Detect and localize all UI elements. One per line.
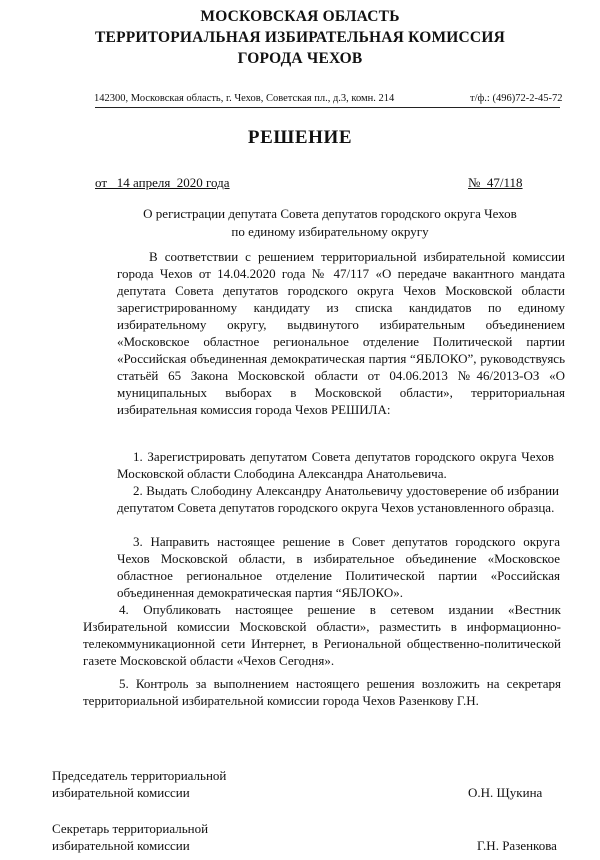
chair-title	[52, 767, 226, 801]
document-subject	[100, 205, 560, 241]
chair-name: О.Н. Щукина	[468, 785, 543, 800]
org-address: 142300, Московская область, г. Чехов, Советская пл., д.3, комн. 214	[94, 93, 395, 104]
org-commission-heading: ТЕРРИТОРИАЛЬНАЯ ИЗБИРАТЕЛЬНАЯ КОМИССИЯ	[95, 29, 505, 46]
secretary-title-line-1: Секретарь территориальной	[52, 821, 209, 836]
secretary-title-line-2: избирательной комиссии	[52, 838, 190, 853]
chair-title-line-2: избирательной комиссии	[52, 785, 190, 800]
chair-title-line-1: Председатель территориальной	[52, 768, 227, 783]
preamble-paragraph: В соответствии с решением территориальной избирательной комиссии города Чехов от 14.04.2020 года № 47/117 «О передаче вакантного мандата депутата Совета депутатов городского округа Чехов Московской области зарегистрированному кандидату из списка кандидатов по единому избирательному округу, выдвинутого избирательным объединением «Московское областное региональное отделение Политической партии «Российская объединенная демократическая партия “ЯБЛОКО”, руководствуясь статьёй 65 Закона Московской области от 04.06.2013 №46/2013-ОЗ «О муниципальных выборах в Московской области», территориальная избирательная комиссия города Чехов РЕШИЛА:	[117, 249, 565, 417]
subject-line-2: по единому избирательному округу	[231, 224, 429, 239]
decision-item-3: 3. Направить настоящее решение в Совет депутатов городского округа Чехов Московской области, в избирательное объединение «Московское областное региональное отделение Политической партии «Российская объединенная демократическая партия “ЯБЛОКО».	[117, 534, 560, 600]
subject-line-1: О регистрации депутата Совета депутатов городского округа Чехов	[143, 206, 517, 221]
decision-item-1: 1. Зарегистрировать депутатом Совета депутатов городского округа Чехов Московской области Слободина Александра Анатольевича.	[117, 449, 554, 481]
decision-item-4: 4. Опубликовать настоящее решение в сетевом издании «Вестник Избирательной комиссии Московской области», разместить в информационно-телекоммуникационной сети Интернет, в Региональной общественно-политической газете Московской области «Чехов Сегодня».	[83, 602, 561, 668]
decision-item-5: 5. Контроль за выполнением настоящего решения возложить на секретаря территориальной избирательной комиссии города Чехов Разенкову Г.Н.	[83, 676, 561, 708]
secretary-name: Г.Н. Разенкова	[477, 838, 557, 853]
org-city-heading: ГОРОДА ЧЕХОВ	[237, 50, 363, 67]
header-divider	[95, 107, 560, 108]
secretary-title	[52, 820, 208, 854]
org-region-heading: МОСКОВСКАЯ ОБЛАСТЬ	[200, 8, 400, 25]
document-title: РЕШЕНИЕ	[247, 127, 353, 148]
decision-item-2: 2. Выдать Слободину Александру Анатольевичу удостоверение об избрании депутатом Совета депутатов городского округа Чехов установленного образца.	[117, 483, 559, 515]
document-number: № 47/118	[468, 175, 523, 190]
org-phone: т/ф.: (496)72-2-45-72	[470, 93, 563, 104]
document-date: от 14 апреля 2020 года	[95, 175, 230, 190]
